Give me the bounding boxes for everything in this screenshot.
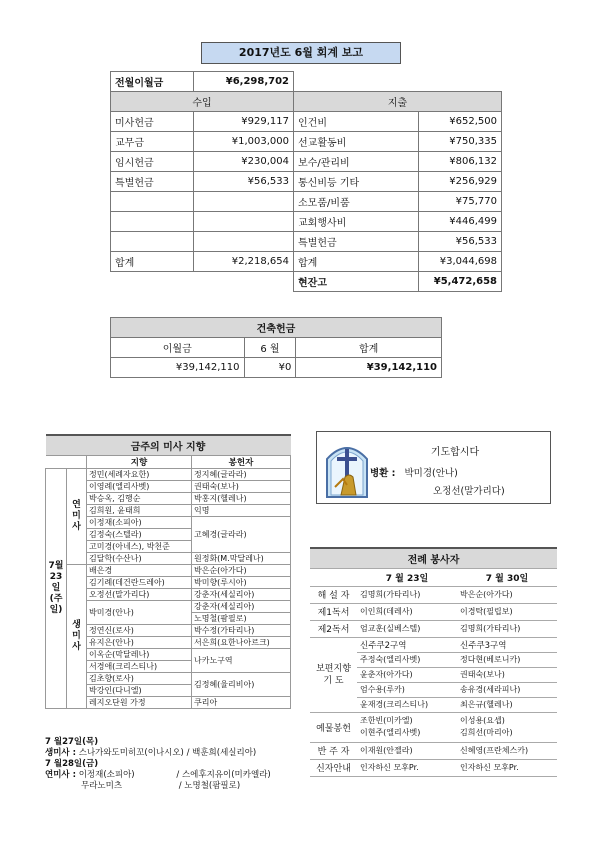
income-label [111,212,194,232]
building-fund-table [110,317,442,378]
expense-label: 보수/관리비 [294,152,419,172]
carryover-label: 전월이월금 [111,72,194,92]
server-name: 김명희(가타리나) [357,586,457,603]
balance-row [111,272,502,292]
intention-cell: 유지은(안나) [87,636,192,648]
server-name: 엄수용(루카) [357,682,457,697]
offering-a [357,712,457,742]
total-income: ¥2,218,654 [194,252,294,272]
expense-amount: ¥256,929 [419,172,502,192]
intention-cell: 박승옥, 김행순 [87,492,192,504]
offering-b [457,712,557,742]
prayer-label: 병환 : [370,468,396,479]
offerer-cell: 강춘자(세실리아) [192,588,291,600]
weekday-line-1 [45,748,295,759]
server-name: 윤춘자(아가다) [357,667,457,682]
building-fund-title: 건축헌금 [111,318,442,338]
offerer-cell: 박미향(루시아) [192,576,291,588]
income-label: 임시헌금 [111,152,194,172]
building-header-carryover: 이월금 [111,338,245,358]
altar-group-a: 신주쿠2구역 [357,637,457,652]
income-amount: ¥56,533 [194,172,294,192]
server-name: 송유경(세라피나) [457,682,557,697]
usher-a: 인자하신 모후Pr. [357,759,457,776]
expense-label: 선교활동비 [294,132,419,152]
col-offerer: 봉헌자 [192,455,291,468]
ledger-row [111,212,502,232]
server-name: 윤재경(크리스티나) [357,697,457,712]
offerer-cell: 원정화(M.막달레나) [192,552,291,564]
total-income-label: 합계 [111,252,194,272]
mass-type-label: 생미사 : [45,748,76,758]
weekday-date-2: 7 월28일(금) [45,759,99,769]
income-amount: ¥1,003,000 [194,132,294,152]
total-expense: ¥3,044,698 [419,252,502,272]
intention-cell: 배은경 [87,564,192,576]
server-name: 이인희(데레사) [357,603,457,620]
acolyte-role: 반 주 자 [310,742,357,759]
group-requiem: 연미사 [67,468,87,564]
server-name: 김희선(마리아) [460,728,513,737]
ledger-row [111,152,502,172]
expense-amount: ¥806,132 [419,152,502,172]
servers-col-1: 7 월 23일 [357,568,457,586]
server-name: 이경탁(필립보) [457,603,557,620]
building-header-total: 합계 [296,338,442,358]
ledger-row [111,232,502,252]
usher-role: 신자안내 [310,759,357,776]
intention-cell: 이영례(엘리사벳) [87,480,192,492]
server-role: 해 설 자 [310,586,357,603]
total-expense-label: 합계 [294,252,419,272]
building-total: ¥39,142,110 [296,358,442,378]
offerer-cell: 서은희(요한나아르크) [192,636,291,648]
expense-label: 교회행사비 [294,212,419,232]
offerer-cell: 김정혜(율리비아) [192,672,291,696]
offerer-cell: 나카노구역 [192,648,291,672]
altar-role: 보편지향 기 도 [310,637,357,712]
offering-role: 예물봉헌 [310,712,357,742]
expense-label: 특별헌금 [294,232,419,252]
ledger-table [110,71,502,292]
income-header: 수입 [111,92,294,112]
income-label [111,192,194,212]
weekday-line-3 [45,781,295,792]
intention-cell: 레지오단원 가정 [87,696,192,708]
ledger-row [111,112,502,132]
col-intention: 지향 [87,455,192,468]
server-name: 박은순(아가다) [457,586,557,603]
usher-b: 인자하신 모후Pr. [457,759,557,776]
praying-hands-window-icon [323,437,371,499]
server-role: 제1독서 [310,603,357,620]
building-header-month: 6 월 [244,338,296,358]
balance-value: ¥5,472,658 [419,272,502,292]
servers-row [310,586,557,603]
servers-row [310,603,557,620]
intention-cell: 오정선(말가리다) [87,588,192,600]
expense-amount: ¥446,499 [419,212,502,232]
expense-amount: ¥56,533 [419,232,502,252]
weekday-names: 이정재(소피아) [78,770,135,780]
income-amount: ¥230,004 [194,152,294,172]
offerer-cell: 박은순(아가다) [192,564,291,576]
prayer-name-1: 박미경(안나) [404,468,458,479]
group-living: 생미사 [67,564,87,708]
intention-cell: 정연신(로사) [87,624,192,636]
prayer-name-2: 오정선(말가리다) [433,486,505,497]
intention-cell: 정민(세례자요한) [87,468,192,480]
offerer-cell: 권태숙(보나) [192,480,291,492]
income-label: 미사헌금 [111,112,194,132]
intention-cell: 김기례(데건란드레아) [87,576,192,588]
intention-cell: 고미경(아네스), 박천준 [87,540,192,552]
expense-label: 소모품/비품 [294,192,419,212]
mass-type-label: 연미사 : [45,770,76,780]
intention-cell: 박강인(다니엘) [87,684,192,696]
carryover-value: ¥6,298,702 [194,72,294,92]
intention-cell: 김희원, 윤태희 [87,504,192,516]
offerer-cell: 노명철(팜필로) [192,612,291,624]
building-month: ¥0 [244,358,296,378]
prayer-line-1 [370,465,458,479]
server-name: 이현주(엘리사벳) [360,728,421,737]
offerer-cell: 익명 [192,504,291,516]
ledger-row [111,172,502,192]
ledger-row [111,132,502,152]
expense-label: 인건비 [294,112,419,132]
income-amount [194,212,294,232]
servers-row [310,620,557,637]
weekday-names: / 스에후지유이(미카엘라) [176,770,271,780]
offerer-cell: 강춘자(세실리아) [192,600,291,612]
acolyte-a: 이재원(안젤라) [357,742,457,759]
servers-col-2: 7 월 30일 [457,568,557,586]
server-name: 김명희(가타리나) [457,620,557,637]
intention-cell: 박미경(안나) [87,600,192,624]
weekday-names: / 노명철(팜필로) [178,781,241,791]
income-amount: ¥929,117 [194,112,294,132]
income-label: 특별헌금 [111,172,194,192]
income-label [111,232,194,252]
intention-cell: 김달학(수산나) [87,552,192,564]
report-title: 2017년도 6월 회계 보고 [201,42,401,64]
ledger-row [111,192,502,212]
carryover-row [111,72,502,92]
acolyte-b: 신혜영(프란체스카) [457,742,557,759]
expense-amount: ¥75,770 [419,192,502,212]
server-role: 제2독서 [310,620,357,637]
balance-label: 현잔고 [294,272,419,292]
server-name: 주정숙(엘리사벳) [357,652,457,667]
expense-label: 통신비등 기타 [294,172,419,192]
ledger-total-row [111,252,502,272]
server-name: 조한빈(미카엘) [360,716,413,725]
weekday-line-2 [45,770,295,781]
income-amount [194,232,294,252]
server-name: 최은규(헬레나) [457,697,557,712]
income-amount [194,192,294,212]
intention-cell: 이옥순(막달레나) [87,648,192,660]
weekday-names: 무라노미츠 [81,781,123,791]
weekday-names: 스나가와도미히꼬(이나시오) / 백훈희(세실리아) [78,748,257,758]
intention-cell: 서경애(크리스티나) [87,660,192,672]
intention-cell: 이정재(소피아) [87,516,192,528]
offerer-cell: 고혜경(글라라) [192,516,291,552]
server-name: 이성용(요셉) [460,716,505,725]
servers-table [310,547,557,777]
server-name: 권태숙(보나) [457,667,557,682]
expense-amount: ¥750,335 [419,132,502,152]
offerer-cell: 박수정(가타리나) [192,624,291,636]
prayer-title: 기도합시다 [430,447,480,458]
server-name: 정다현(베로니카) [457,652,557,667]
intention-cell: 김정숙(스텔라) [87,528,192,540]
offerer-cell: 쿠리아 [192,696,291,708]
expense-header: 지출 [294,92,502,112]
building-carryover: ¥39,142,110 [111,358,245,378]
altar-group-b: 신주쿠3구역 [457,637,557,652]
mass-intentions-title: 금주의 미사 지향 [46,435,291,455]
servers-title: 전례 봉사자 [310,548,557,568]
ledger-header-row [111,92,502,112]
mass-date: 7월23일(주일) [46,468,67,708]
server-name: 엄교훈(실베스텔) [357,620,457,637]
mass-intentions-table [45,434,291,709]
intention-cell: 김초향(로사) [87,672,192,684]
weekday-date-1: 7 월27일(목) [45,737,99,747]
income-label: 교무금 [111,132,194,152]
weekday-notes [45,737,295,792]
expense-amount: ¥652,500 [419,112,502,132]
offerer-cell: 정지혜(글라라) [192,468,291,480]
offerer-cell: 박홍지(헬레나) [192,492,291,504]
